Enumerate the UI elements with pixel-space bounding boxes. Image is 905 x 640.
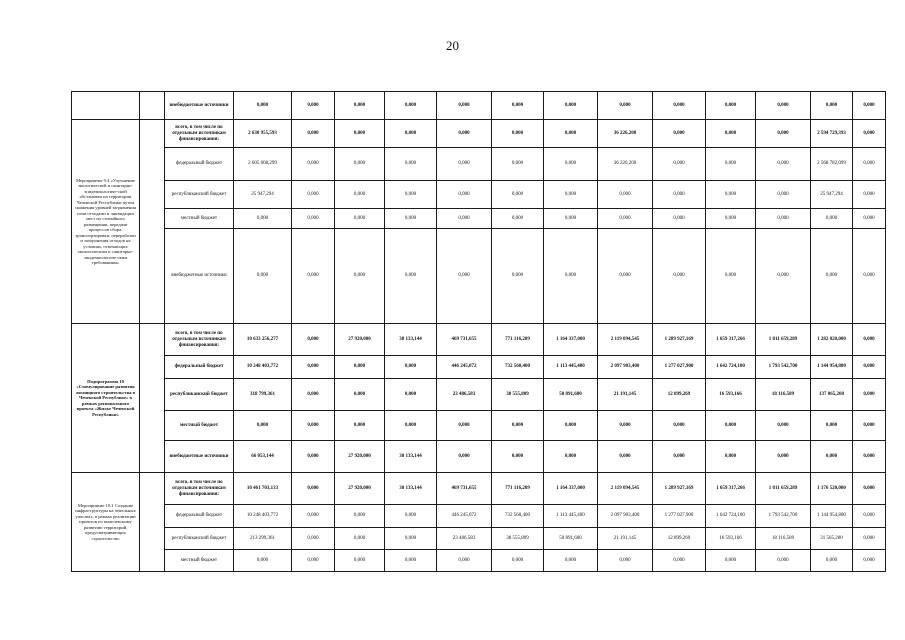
amount-cell: 0,000 <box>385 356 437 379</box>
amount-cell: 1 289 927,169 <box>653 473 706 505</box>
amount-cell: 2 605 008,299 <box>234 148 292 181</box>
amount-cell: 66 053,144 <box>234 441 292 473</box>
amount-cell: 0,000 <box>706 229 756 324</box>
funding-source-cell: республиканский бюджет <box>165 528 234 550</box>
amount-cell: 1 659 317,266 <box>706 473 756 505</box>
amount-cell: 18 116,589 <box>756 528 811 550</box>
amount-cell: 0,000 <box>853 505 886 528</box>
amount-cell: 10 248 403,772 <box>234 356 292 379</box>
amount-cell: 0,000 <box>853 411 886 441</box>
amount-cell: 469 731,655 <box>437 324 492 356</box>
table-row <box>72 379 886 411</box>
table-row <box>72 324 886 356</box>
amount-cell: 2 630 955,593 <box>234 120 292 148</box>
amount-cell: 0,000 <box>853 181 886 209</box>
amount-cell: 0,000 <box>385 181 437 209</box>
table-row <box>72 356 886 379</box>
amount-cell: 38 133,144 <box>385 324 437 356</box>
amount-cell: 0,000 <box>544 92 598 120</box>
amount-cell: 0,000 <box>385 148 437 181</box>
amount-cell: 0,000 <box>756 209 811 229</box>
amount-cell: 0,000 <box>335 92 385 120</box>
amount-cell: 0,000 <box>335 550 385 572</box>
amount-cell: 1 659 317,266 <box>706 324 756 356</box>
amount-cell: 1 164 337,000 <box>544 473 598 505</box>
amount-cell: 0,000 <box>598 411 653 441</box>
amount-cell: 2 568 782,099 <box>811 148 853 181</box>
amount-cell: 0,000 <box>437 181 492 209</box>
table-row <box>72 550 886 572</box>
amount-cell: 0,000 <box>492 441 544 473</box>
blank-cell <box>140 120 165 324</box>
amount-cell: 1 811 659,289 <box>756 473 811 505</box>
amount-cell: 0,000 <box>292 379 335 411</box>
amount-cell: 10 248 403,772 <box>234 505 292 528</box>
amount-cell: 1 282 020,000 <box>811 324 853 356</box>
table-row <box>72 148 886 181</box>
amount-cell: 0,000 <box>598 550 653 572</box>
amount-cell: 12 899,269 <box>653 528 706 550</box>
blank-cell <box>140 324 165 473</box>
amount-cell: 0,000 <box>292 324 335 356</box>
amount-cell: 0,000 <box>853 229 886 324</box>
amount-cell: 0,000 <box>292 528 335 550</box>
amount-cell: 0,000 <box>811 92 853 120</box>
page-number: 20 <box>446 38 459 53</box>
amount-cell: 23 486,583 <box>437 528 492 550</box>
amount-cell: 0,000 <box>385 229 437 324</box>
amount-cell: 0,000 <box>234 550 292 572</box>
amount-cell: 0,000 <box>385 209 437 229</box>
event-name-cell: Мероприятие 9.4 «Улучшение экологической и санитарно-эпидемиологиче-ской обстановки на территории Чеченской Республики путем снижения уровней загрязнения почв отходами и ликвидации мест их стихийного размещения, передачи процессов сбора, транспортировки, переработки и захоронения отходов на условиях, отвечающих экологическим и санитарно-эпидемиологиче-ским требованиям» <box>72 120 140 324</box>
amount-cell: 2 119 094,545 <box>598 473 653 505</box>
event-name-cell: Подпрограмма 10 «Стимулирование развития жилищного строительства в Чеченской Республике» в рамках регионального проекта «Жилье Чеченской Республики» <box>72 324 140 473</box>
table-row <box>72 181 886 209</box>
blank-cell <box>140 92 165 120</box>
amount-cell: 0,000 <box>492 411 544 441</box>
amount-cell: 0,000 <box>811 441 853 473</box>
amount-cell: 0,000 <box>335 356 385 379</box>
amount-cell: 0,000 <box>653 550 706 572</box>
amount-cell: 0,000 <box>706 92 756 120</box>
amount-cell: 0,000 <box>437 229 492 324</box>
amount-cell: 0,000 <box>811 550 853 572</box>
amount-cell: 0,000 <box>544 181 598 209</box>
amount-cell: 0,000 <box>385 528 437 550</box>
amount-cell: 0,000 <box>653 411 706 441</box>
amount-cell: 0,000 <box>335 148 385 181</box>
amount-cell: 0,000 <box>492 550 544 572</box>
funding-source-cell: федеральный бюджет <box>165 356 234 379</box>
amount-cell: 0,000 <box>653 441 706 473</box>
amount-cell: 0,000 <box>292 209 335 229</box>
amount-cell: 0,000 <box>544 209 598 229</box>
amount-cell: 0,000 <box>492 92 544 120</box>
amount-cell: 25 947,294 <box>234 181 292 209</box>
amount-cell: 0,000 <box>706 181 756 209</box>
amount-cell: 0,000 <box>385 92 437 120</box>
funding-source-cell: федеральный бюджет <box>165 505 234 528</box>
table-row <box>72 209 886 229</box>
amount-cell: 0,000 <box>335 181 385 209</box>
amount-cell: 0,000 <box>335 411 385 441</box>
amount-cell: 2 097 903,400 <box>598 505 653 528</box>
amount-cell: 1 793 542,700 <box>756 356 811 379</box>
amount-cell: 1 176 520,000 <box>811 473 853 505</box>
amount-cell: 0,000 <box>653 120 706 148</box>
amount-cell: 18 116,589 <box>756 379 811 411</box>
amount-cell: 0,000 <box>811 411 853 441</box>
amount-cell: 0,000 <box>437 120 492 148</box>
funding-source-cell: всего, в том числе по отдельным источникам финансирования: <box>165 473 234 505</box>
amount-cell: 0,000 <box>706 411 756 441</box>
amount-cell: 0,000 <box>853 473 886 505</box>
amount-cell: 0,000 <box>706 209 756 229</box>
amount-cell: 2 097 903,400 <box>598 356 653 379</box>
amount-cell: 0,000 <box>544 229 598 324</box>
amount-cell: 137 065,200 <box>811 379 853 411</box>
amount-cell: 0,000 <box>598 441 653 473</box>
amount-cell: 318 799,361 <box>234 379 292 411</box>
amount-cell: 0,000 <box>853 356 886 379</box>
funding-source-cell: внебюджетные источники <box>165 441 234 473</box>
amount-cell: 446 245,072 <box>437 356 492 379</box>
amount-cell: 38 555,809 <box>492 379 544 411</box>
amount-cell: 38 133,144 <box>385 441 437 473</box>
amount-cell: 0,000 <box>853 379 886 411</box>
funding-source-cell: местный бюджет <box>165 411 234 441</box>
amount-cell: 0,000 <box>492 229 544 324</box>
table-row <box>72 229 886 324</box>
amount-cell: 0,000 <box>544 148 598 181</box>
amount-cell: 0,000 <box>335 528 385 550</box>
amount-cell: 50 891,600 <box>544 528 598 550</box>
amount-cell: 1 277 027,900 <box>653 505 706 528</box>
amount-cell: 0,000 <box>653 148 706 181</box>
table-row <box>72 441 886 473</box>
amount-cell: 0,000 <box>756 148 811 181</box>
funding-source-cell: всего, в том числе по отдельным источникам финансирования: <box>165 120 234 148</box>
table-row <box>72 505 886 528</box>
amount-cell: 732 560,400 <box>492 505 544 528</box>
table-row <box>72 92 886 120</box>
amount-cell: 0,000 <box>234 92 292 120</box>
amount-cell: 36 226,200 <box>598 120 653 148</box>
funding-source-cell: всего, в том числе по отдельным источникам финансирования: <box>165 324 234 356</box>
amount-cell: 12 899,269 <box>653 379 706 411</box>
amount-cell: 0,000 <box>335 120 385 148</box>
amount-cell: 0,000 <box>653 181 706 209</box>
amount-cell: 0,000 <box>437 209 492 229</box>
amount-cell: 0,000 <box>292 92 335 120</box>
amount-cell: 0,000 <box>292 441 335 473</box>
amount-cell: 771 116,209 <box>492 473 544 505</box>
amount-cell: 0,000 <box>653 209 706 229</box>
amount-cell: 27 920,000 <box>335 473 385 505</box>
amount-cell: 0,000 <box>811 209 853 229</box>
amount-cell: 213 299,361 <box>234 528 292 550</box>
amount-cell: 0,000 <box>811 229 853 324</box>
amount-cell: 0,000 <box>653 92 706 120</box>
amount-cell: 0,000 <box>544 120 598 148</box>
amount-cell: 0,000 <box>492 148 544 181</box>
amount-cell: 0,000 <box>706 550 756 572</box>
table-row <box>72 528 886 550</box>
amount-cell: 0,000 <box>756 441 811 473</box>
amount-cell: 1 144 954,800 <box>811 356 853 379</box>
funding-source-cell: республиканский бюджет <box>165 379 234 411</box>
amount-cell: 0,000 <box>335 505 385 528</box>
amount-cell: 0,000 <box>853 324 886 356</box>
amount-cell: 0,000 <box>437 148 492 181</box>
amount-cell: 1 113 445,400 <box>544 356 598 379</box>
amount-cell: 0,000 <box>437 411 492 441</box>
amount-cell: 1 642 724,100 <box>706 356 756 379</box>
amount-cell: 0,000 <box>544 411 598 441</box>
amount-cell: 36 226,200 <box>598 148 653 181</box>
amount-cell: 0,000 <box>292 120 335 148</box>
amount-cell: 732 560,400 <box>492 356 544 379</box>
funding-source-cell: внебюджетные источники <box>165 229 234 324</box>
amount-cell: 25 947,294 <box>811 181 853 209</box>
budget-table <box>71 91 886 572</box>
amount-cell: 0,000 <box>544 550 598 572</box>
amount-cell: 0,000 <box>292 473 335 505</box>
amount-cell: 2 119 094,545 <box>598 324 653 356</box>
amount-cell: 0,000 <box>492 181 544 209</box>
amount-cell: 10 633 256,277 <box>234 324 292 356</box>
amount-cell: 0,000 <box>598 209 653 229</box>
table-row <box>72 411 886 441</box>
amount-cell: 0,000 <box>335 379 385 411</box>
amount-cell: 38 555,809 <box>492 528 544 550</box>
event-name-cell: Мероприятие 10.1 Создание инфраструктуры на земельных участках, в рамках реализации проектов по комплексному развитию территорий, предусматривающих строительство <box>72 473 140 572</box>
amount-cell: 0,000 <box>234 411 292 441</box>
amount-cell: 0,000 <box>756 92 811 120</box>
amount-cell: 38 133,144 <box>385 473 437 505</box>
amount-cell: 21 191,145 <box>598 379 653 411</box>
amount-cell: 0,000 <box>385 120 437 148</box>
amount-cell: 0,000 <box>756 411 811 441</box>
amount-cell: 0,000 <box>335 209 385 229</box>
amount-cell: 0,000 <box>437 92 492 120</box>
amount-cell: 0,000 <box>437 550 492 572</box>
amount-cell: 0,000 <box>292 229 335 324</box>
funding-source-cell: местный бюджет <box>165 550 234 572</box>
amount-cell: 0,000 <box>234 209 292 229</box>
amount-cell: 0,000 <box>598 229 653 324</box>
amount-cell: 50 891,600 <box>544 379 598 411</box>
amount-cell: 0,000 <box>544 441 598 473</box>
amount-cell: 27 920,000 <box>335 324 385 356</box>
amount-cell: 0,000 <box>756 181 811 209</box>
amount-cell: 0,000 <box>853 209 886 229</box>
amount-cell: 0,000 <box>292 505 335 528</box>
amount-cell: 0,000 <box>385 505 437 528</box>
amount-cell: 0,000 <box>492 209 544 229</box>
amount-cell: 0,000 <box>853 120 886 148</box>
amount-cell: 0,000 <box>492 120 544 148</box>
amount-cell: 1 642 724,100 <box>706 505 756 528</box>
amount-cell: 1 113 445,400 <box>544 505 598 528</box>
amount-cell: 0,000 <box>292 181 335 209</box>
amount-cell: 0,000 <box>853 148 886 181</box>
amount-cell: 0,000 <box>335 229 385 324</box>
amount-cell: 0,000 <box>598 181 653 209</box>
amount-cell: 27 920,000 <box>335 441 385 473</box>
amount-cell: 0,000 <box>653 229 706 324</box>
amount-cell: 0,000 <box>234 229 292 324</box>
funding-source-cell: внебюджетные источники <box>165 92 234 120</box>
table-row <box>72 473 886 505</box>
amount-cell: 1 811 659,289 <box>756 324 811 356</box>
amount-cell: 0,000 <box>292 356 335 379</box>
amount-cell: 10 461 703,133 <box>234 473 292 505</box>
amount-cell: 0,000 <box>706 441 756 473</box>
amount-cell: 0,000 <box>385 379 437 411</box>
amount-cell: 0,000 <box>385 411 437 441</box>
funding-source-cell: федеральный бюджет <box>165 148 234 181</box>
amount-cell: 0,000 <box>292 550 335 572</box>
amount-cell: 1 144 954,800 <box>811 505 853 528</box>
amount-cell: 21 191,145 <box>598 528 653 550</box>
table-row <box>72 120 886 148</box>
blank-cell <box>140 473 165 572</box>
amount-cell: 2 594 729,393 <box>811 120 853 148</box>
funding-source-cell: местный бюджет <box>165 209 234 229</box>
amount-cell: 31 565,200 <box>811 528 853 550</box>
amount-cell: 446 245,072 <box>437 505 492 528</box>
amount-cell: 0,000 <box>437 441 492 473</box>
amount-cell: 0,000 <box>756 229 811 324</box>
amount-cell: 0,000 <box>853 92 886 120</box>
amount-cell: 0,000 <box>706 148 756 181</box>
amount-cell: 16 593,166 <box>706 528 756 550</box>
amount-cell: 23 486,583 <box>437 379 492 411</box>
amount-cell: 0,000 <box>292 148 335 181</box>
amount-cell: 1 277 027,900 <box>653 356 706 379</box>
amount-cell: 0,000 <box>292 411 335 441</box>
amount-cell: 0,000 <box>385 550 437 572</box>
amount-cell: 771 116,209 <box>492 324 544 356</box>
event-name-cell <box>72 92 140 120</box>
amount-cell: 1 793 542,700 <box>756 505 811 528</box>
amount-cell: 0,000 <box>756 550 811 572</box>
amount-cell: 16 593,166 <box>706 379 756 411</box>
amount-cell: 0,000 <box>853 528 886 550</box>
amount-cell: 0,000 <box>756 120 811 148</box>
amount-cell: 0,000 <box>706 120 756 148</box>
amount-cell: 1 164 337,000 <box>544 324 598 356</box>
amount-cell: 469 731,655 <box>437 473 492 505</box>
funding-source-cell: республиканский бюджет <box>165 181 234 209</box>
amount-cell: 0,000 <box>853 441 886 473</box>
amount-cell: 0,000 <box>853 550 886 572</box>
amount-cell: 1 289 927,169 <box>653 324 706 356</box>
amount-cell: 0,000 <box>598 92 653 120</box>
